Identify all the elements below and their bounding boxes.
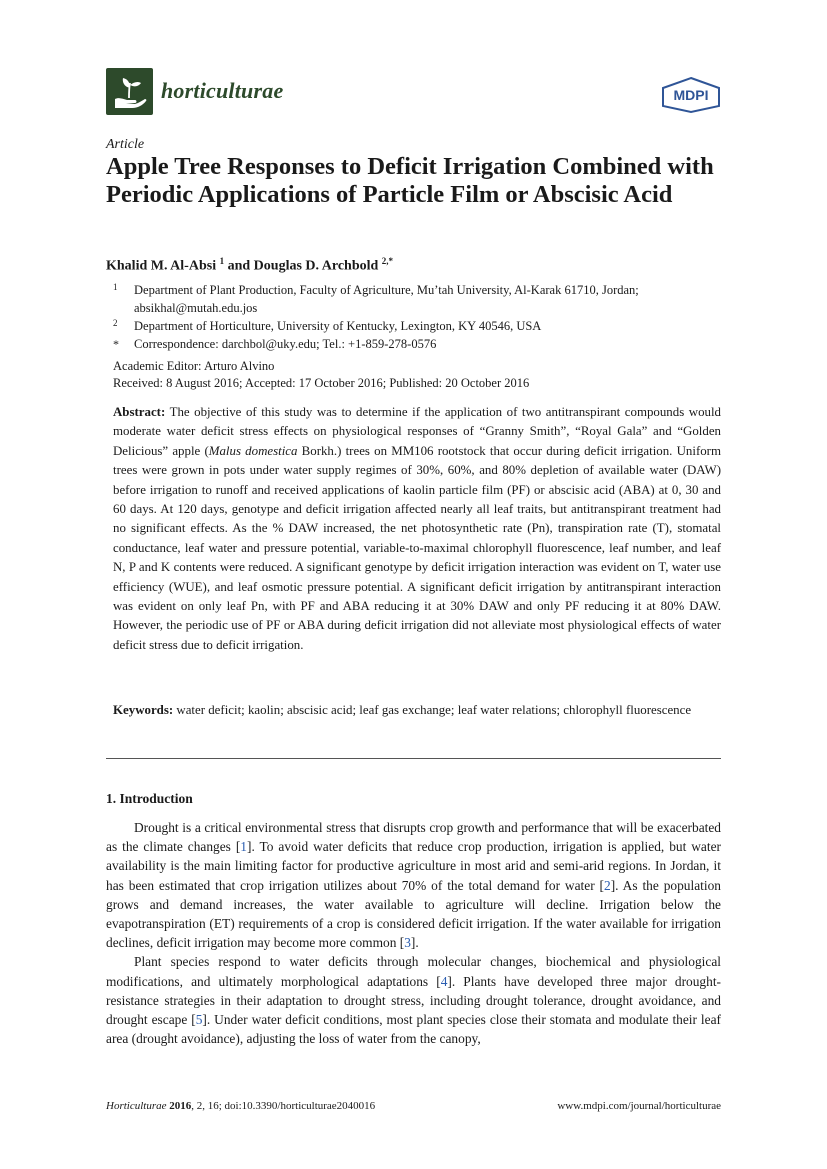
affiliation-mark: 2 — [113, 318, 118, 328]
introduction-body — [106, 818, 721, 1048]
paragraph — [106, 818, 721, 952]
abstract-text: The objective of this study was to determine if the application of two antitranspirant compounds would moderate water deficit stress effects on physiological responses of “Granny Smith”, “Royal Gala” and “Golden Delicious” apple ( — [113, 405, 721, 458]
footer-citation — [106, 1100, 375, 1112]
affiliation-mark: * — [113, 337, 119, 351]
paragraph-text: ]. To avoid water deficits that reduce crop production, irrigation is applied, but water availability is the main limiting factor for productive agriculture in most arid and semi-arid regions. In Jordan, it has been estimated that crop irrigation utilizes about 70% of the total demand for water [ — [106, 839, 721, 893]
footer-doi[interactable]: , 2, 16; doi:10.3390/horticulturae2040016 — [191, 1100, 376, 1112]
paragraph-text: Drought is a critical environmental stress that disrupts crop growth and performance that will be exacerbated as the climate changes [ — [106, 820, 721, 855]
citation-link[interactable]: 5 — [195, 1012, 203, 1028]
publication-dates: Received: 8 August 2016; Accepted: 17 October 2016; Published: 20 October 2016 — [113, 376, 530, 390]
correspondence-item — [113, 335, 725, 353]
mdpi-logo[interactable] — [660, 76, 722, 114]
abstract-label: Abstract: — [113, 405, 166, 419]
author-list — [106, 256, 393, 275]
affiliation-list — [113, 281, 725, 353]
section-divider — [106, 758, 721, 759]
paragraph — [106, 952, 721, 1048]
abstract — [113, 403, 721, 655]
affiliation-text: Department of Plant Production, Faculty of Agriculture, Mu’tah University, Al-Karak 61710, Jordan; — [134, 283, 639, 297]
affiliation-item — [113, 317, 725, 335]
article-metadata — [113, 358, 529, 392]
article-type: Article — [106, 137, 145, 152]
affiliation-text: Department of Horticulture, University of Kentucky, Lexington, KY 40546, USA — [134, 319, 542, 333]
hand-plant-icon — [106, 68, 153, 115]
citation-link[interactable]: 2 — [604, 877, 611, 893]
affiliation-marker: 2,* — [381, 256, 394, 266]
journal-name: horticulturae — [161, 78, 284, 103]
footer-journal: Horticulturae — [106, 1100, 167, 1112]
author-connector: and — [227, 258, 251, 274]
footer-year: 2016 — [169, 1100, 192, 1112]
academic-editor: Academic Editor: Arturo Alvino — [113, 359, 275, 373]
author-name[interactable]: Khalid M. Al-Absi — [106, 258, 217, 274]
footer-url[interactable]: www.mdpi.com/journal/horticulturae — [557, 1100, 721, 1112]
section-heading: 1. Introduction — [106, 791, 193, 806]
correspondence-text[interactable]: Correspondence: darchbol@uky.edu; Tel.: +1-859-278-0576 — [134, 337, 437, 351]
paragraph-text: ]. Under water deficit conditions, most plant species close their stomata and modulate their leaf area (drought avoidance), adjusting the loss of water from the canopy, — [106, 1012, 721, 1047]
paragraph-text: ]. As the population grows and demand increases, the water available to agriculture will decline. Irrigation below the evapotranspiration (ET) requirements of a crop is considered deficit irrigation. If the water available for irrigation declines, deficit irrigation may become more common [ — [106, 877, 721, 951]
keywords-text: water deficit; kaolin; abscisic acid; leaf gas exchange; leaf water relations; chlorophyll fluorescence — [176, 703, 692, 717]
keywords-label: Keywords: — [113, 703, 174, 717]
article-title: Apple Tree Responses to Deficit Irrigation Combined with Periodic Applications of Particle Film or Abscisic Acid — [106, 153, 714, 208]
affiliation-email[interactable]: absikhal@mutah.edu.jos — [134, 301, 258, 315]
citation-link[interactable]: 1 — [240, 839, 247, 855]
affiliation-marker: 1 — [219, 256, 225, 266]
svg-text:MDPI: MDPI — [673, 87, 709, 103]
affiliation-mark: 1 — [113, 282, 118, 292]
paragraph-text: ]. Plants have developed three major drought-resistance strategies in their adaptation to drought stress, including drought tolerance, drought avoidance, and drought escape [ — [106, 973, 721, 1028]
abstract-text: Borkh.) trees on MM106 rootstock that occur during deficit irrigation. Uniform trees were grown in pots under water supply regimes of 30%, 60%, and 80% depletion of available water (DAW) before irrigation to runoff and received applications of kaolin particle film (PF) or abscisic acid (ABA) at 0, 30 and 60 days. At 120 days, genotype and deficit irrigation affected nearly all leaf traits, but antitranspirant treatment had no significant effects. As the % DAW increased, the net photosynthetic rate (Pn), transpiration rate (T), stomatal conductance, leaf water and pressure potential, variable-to-maximal chlorophyll fluorescence, leaf number, and leaf N, P and K contents were reduced. A significant genotype by deficit irrigation interaction was evident on T, water use efficiency (WUE), and leaf osmotic pressure potential. A significant deficit irrigation by antitranspirant interaction was evident on only leaf Pn, with PF and ABA reducing it at 30% DAW and only PF reducing it at 80% DAW. However, the periodic use of PF or ABA during deficit irrigation did not alleviate most physiological effects of water deficit stress due to deficit irrigation. — [113, 443, 722, 652]
journal-logo — [106, 68, 153, 115]
citation-link[interactable]: 3 — [404, 935, 411, 951]
citation-link[interactable]: 4 — [440, 973, 448, 989]
paragraph-text: Plant species respond to water deficits through molecular changes, biochemical and physiological modifications, and ultimately morphological adaptations [ — [106, 954, 721, 989]
author-name[interactable]: Douglas D. Archbold — [253, 258, 379, 274]
paragraph-text: ]. — [410, 935, 419, 951]
affiliation-item — [113, 281, 725, 317]
keywords — [113, 701, 721, 720]
species-name: Malus domestica — [208, 443, 298, 458]
